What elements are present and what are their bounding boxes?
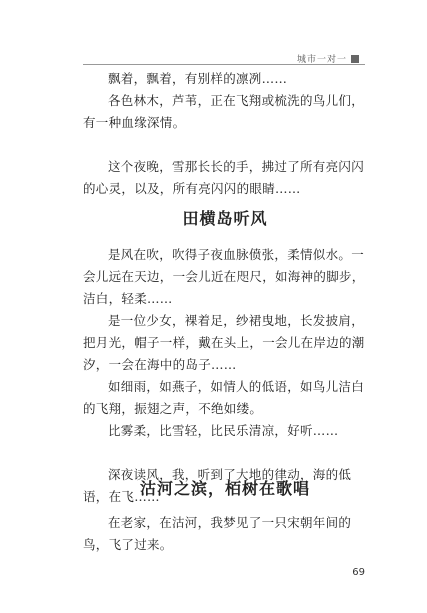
section2-body xyxy=(83,244,367,508)
paragraph: 如细雨，如燕子，如情人的低语，如鸟儿洁白的飞翔，振翅之声，不绝如缕。 xyxy=(83,379,365,416)
section3-title: 沽河之滨，栢树在歌唱 xyxy=(139,479,310,498)
running-head-text: 城市一对一 xyxy=(296,55,347,65)
paragraph: 各色林木，芦苇，正在飞翔或梳洗的鸟儿们，有一种血缘深情。 xyxy=(83,93,365,130)
header-rule xyxy=(83,64,365,65)
page-number: 69 xyxy=(352,567,365,578)
paragraph: 是一位少女，裸着足，纱裙曳地，长发披肩，把月光，帽子一样，戴在头上，一会儿在岸边的潮汐，一会在海中的岛子…… xyxy=(83,313,365,372)
paragraph: 这个夜晚，雪那长长的手，拂过了所有亮闪闪的心灵，以及，所有亮闪闪的眼睛…… xyxy=(83,159,365,196)
section1-body xyxy=(83,68,367,200)
paragraph: 深夜读风，我，听到了大地的律动，海的低语，在飞…… xyxy=(83,467,352,504)
paragraph: 是风在吹，吹得子夜血脉偾张，柔情似水。一会儿远在天边，一会儿近在咫尺，如海神的脚步，洁白，轻柔…… xyxy=(83,247,365,306)
section3-body xyxy=(83,512,367,556)
paragraph: 在老家，在沽河，我梦见了一只宋朝年间的鸟，飞了过来。 xyxy=(83,515,352,552)
paragraph: 飘着，飘着，有别样的凛冽…… xyxy=(108,71,288,86)
paragraph: 比雾柔，比雪轻，比民乐清凉，好听…… xyxy=(108,423,339,438)
running-head-mark-icon xyxy=(351,55,359,63)
section2-title: 田横岛听风 xyxy=(182,209,268,228)
